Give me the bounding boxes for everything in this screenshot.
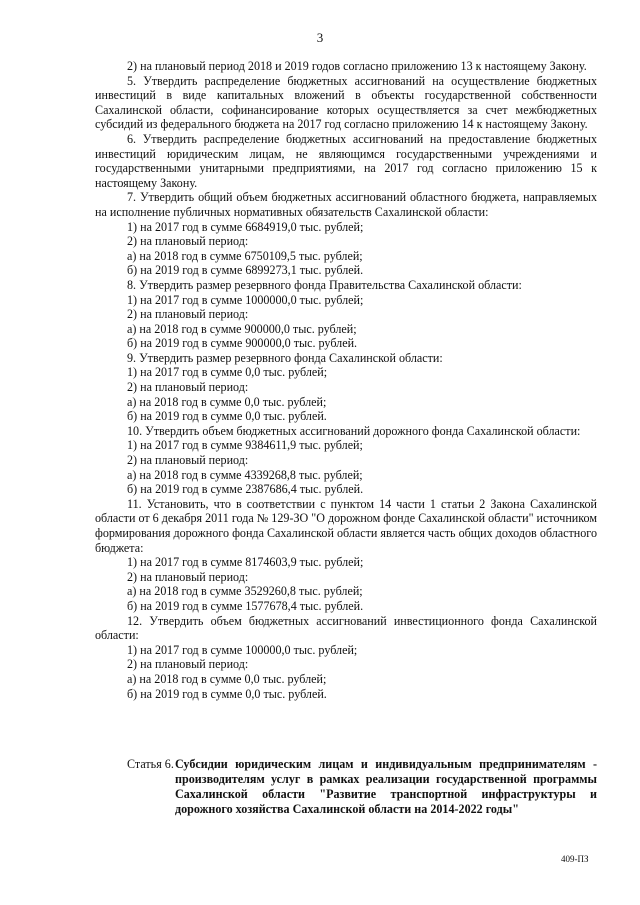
- paragraph-line: 2) на плановый период:: [127, 569, 249, 584]
- paragraph-item-5: 5. Утвердить распределение бюджетных ассигнований на осуществление бюджетных инвестиций в виде капитальных вложений в объекты государственной собственности Сахалинской области, софинансирование которых осуществляется за счет межбюджетных субсидий из федерального бюджета на 2017 год согласно приложению 14 к настоящему Закону.: [95, 73, 597, 132]
- article-heading: [95, 757, 597, 817]
- paragraph-line: 1) на 2017 год в сумме 1000000,0 тыс. рублей;: [127, 292, 364, 307]
- paragraph-line: а) на 2018 год в сумме 6750109,5 тыс. рублей;: [127, 248, 363, 263]
- paragraph-line: 1) на 2017 год в сумме 9384611,9 тыс. рублей;: [127, 438, 363, 453]
- paragraph-line: 2) на плановый период:: [127, 453, 249, 468]
- paragraph-line: б) на 2019 год в сумме 900000,0 тыс. рублей.: [127, 336, 358, 351]
- paragraph-line: а) на 2018 год в сумме 900000,0 тыс. рублей;: [127, 321, 357, 336]
- paragraph-line: а) на 2018 год в сумме 0,0 тыс. рублей;: [127, 671, 327, 686]
- paragraph-item-11: 11. Установить, что в соответствии с пунктом 14 части 1 статьи 2 Закона Сахалинской области от 6 декабря 2011 года № 129-ЗО "О дорожном фонде Сахалинской области" источником формирования дорожного фонда Сахалинской области является часть общих доходов областного бюджета:: [95, 496, 597, 555]
- paragraph-item-12: 12. Утвердить объем бюджетных ассигнований инвестиционного фонда Сахалинской области:: [95, 613, 597, 643]
- document-code: 409-ПЗ: [561, 854, 589, 864]
- paragraph-line: 1) на 2017 год в сумме 8174603,9 тыс. рублей;: [127, 555, 364, 570]
- paragraph-line: б) на 2019 год в сумме 6899273,1 тыс. рублей.: [127, 263, 364, 278]
- document-body: [95, 59, 597, 701]
- article-title: Субсидии юридическим лицам и индивидуальным предпринимателям - производителям услуг в рамках реализации государственной программы Сахалинской области "Развитие транспортной инфраструктуры и дорожного хозяйства Сахалинской области на 2014-2022 годы": [175, 757, 597, 816]
- paragraph-item-7: 7. Утвердить общий объем бюджетных ассигнований областного бюджета, направляемых на исполнение публичных нормативных обязательств Сахалинской области:: [95, 190, 597, 219]
- article-6: [95, 757, 597, 817]
- article-number: Статья 6.: [127, 757, 174, 771]
- paragraph-line: 1) на 2017 год в сумме 6684919,0 тыс. рублей;: [127, 219, 364, 234]
- paragraph-item-9: 9. Утвердить размер резервного фонда Сахалинской области:: [127, 350, 443, 365]
- paragraph-line: 1) на 2017 год в сумме 100000,0 тыс. рублей;: [127, 642, 358, 657]
- paragraph-line: а) на 2018 год в сумме 4339268,8 тыс. рублей;: [127, 467, 363, 482]
- paragraph-line: а) на 2018 год в сумме 0,0 тыс. рублей;: [127, 394, 327, 409]
- paragraph-continuation: 2) на плановый период 2018 и 2019 годов согласно приложению 13 к настоящему Закону.: [127, 59, 587, 73]
- paragraph-line: б) на 2019 год в сумме 0,0 тыс. рублей.: [127, 409, 327, 424]
- paragraph-line: б) на 2019 год в сумме 1577678,4 тыс. рублей.: [127, 598, 364, 613]
- paragraph-line: а) на 2018 год в сумме 3529260,8 тыс. рублей;: [127, 584, 363, 599]
- paragraph-line: 2) на плановый период:: [127, 657, 249, 672]
- paragraph-line: 1) на 2017 год в сумме 0,0 тыс. рублей;: [127, 365, 328, 380]
- paragraph-item-6: 6. Утвердить распределение бюджетных ассигнований на предоставление бюджетных инвестиций юридическим лицам, не являющимся государственными учреждениями и государственными унитарными предприятиями, на 2017 год согласно приложению 15 к настоящему Закону.: [95, 131, 597, 190]
- page-number: 3: [316, 30, 324, 45]
- paragraph-item-8: 8. Утвердить размер резервного фонда Правительства Сахалинской области:: [127, 277, 522, 292]
- paragraph-line: б) на 2019 год в сумме 2387686,4 тыс. рублей.: [127, 482, 364, 497]
- paragraph-line: 2) на плановый период:: [127, 307, 249, 322]
- paragraph-item-10: 10. Утвердить объем бюджетных ассигнований дорожного фонда Сахалинской области:: [127, 423, 581, 438]
- paragraph-line: 2) на плановый период:: [127, 234, 249, 249]
- paragraph-line: б) на 2019 год в сумме 0,0 тыс. рублей.: [127, 686, 327, 701]
- paragraph-line: 2) на плановый период:: [127, 380, 249, 395]
